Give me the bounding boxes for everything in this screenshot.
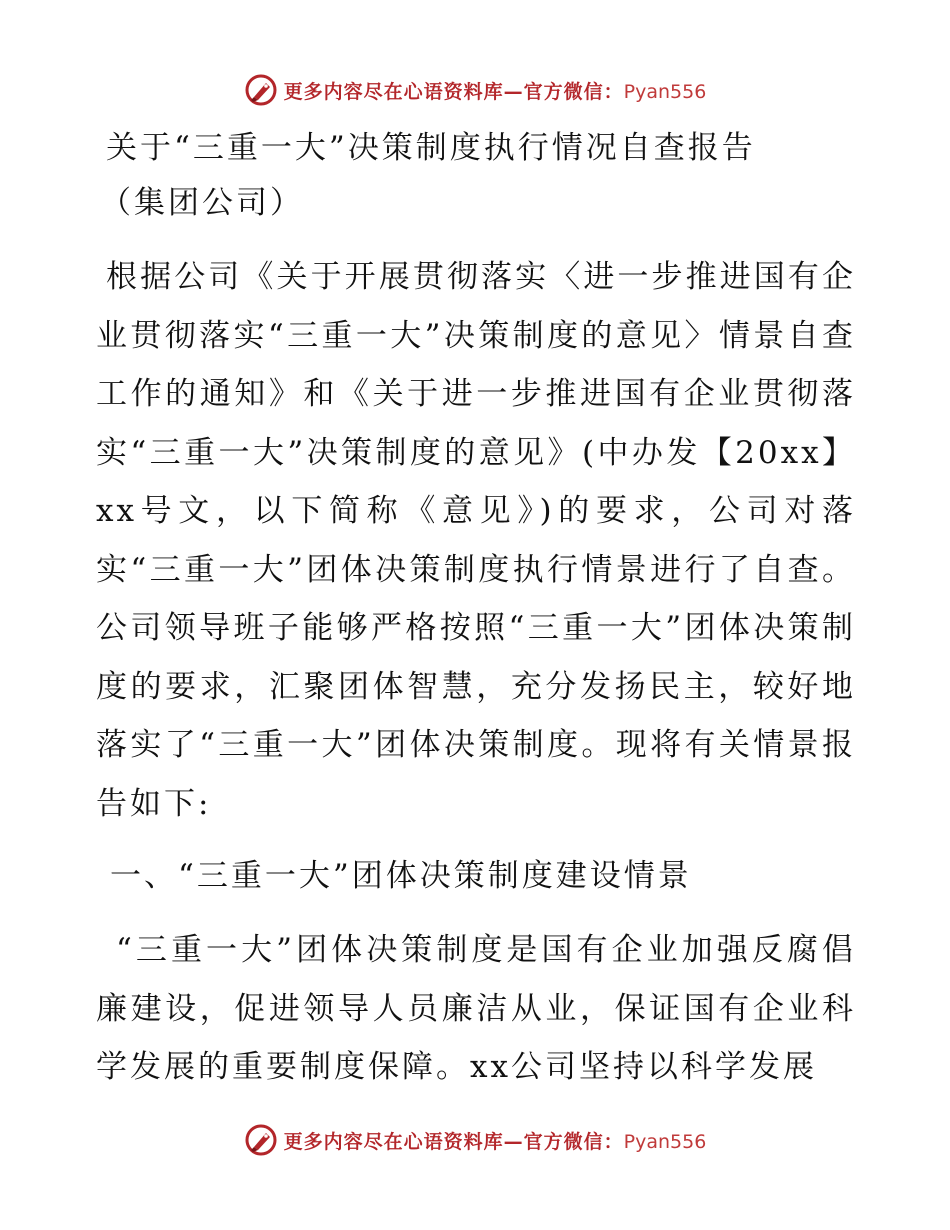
section-heading-1: 一、“三重一大”团体决策制度建设情景 — [110, 858, 692, 894]
document-title: 关于“三重一大”决策制度执行情况自查报告 — [106, 130, 756, 166]
watermark-label: 更多内容尽在心语资料库—官方微信： — [283, 1130, 624, 1153]
watermark-banner-inner — [244, 73, 707, 107]
pen-nib-logo-icon — [244, 1123, 278, 1157]
watermark-banner-top — [0, 70, 950, 110]
watermark-banner-bottom — [0, 1120, 950, 1160]
document-body — [96, 122, 856, 1097]
watermark-handle: Pyan556 — [623, 1130, 707, 1153]
paragraph-section-1: “三重一大”团体决策制度是国有企业加强反腐倡廉建设，促进领导人员廉洁从业，保证国有企业科学发展的重要制度保障。xx公司坚持以科学发展 — [96, 932, 856, 1085]
pen-nib-logo-icon — [244, 73, 278, 107]
watermark-banner-inner — [244, 1123, 707, 1157]
paragraph-intro: 根据公司《关于开展贯彻落实〈进一步推进国有企业贯彻落实“三重一大”决策制度的意见〉情景自查工作的通知》和《关于进一步推进国有企业贯彻落实“三重一大”决策制度的意见》(中办发【20xx】xx号文，以下简称《意见》)的要求，公司对落实“三重一大”团体决策制度执行情景进行了自查。公司领导班子能够严格按照“三重一大”团体决策制度的要求，汇聚团体智慧，充分发扬民主，较好地落实了“三重一大”团体决策制度。现将有关情景报告如下: — [96, 259, 856, 822]
watermark-label: 更多内容尽在心语资料库—官方微信： — [283, 80, 624, 103]
document-subtitle: （集团公司） — [100, 185, 304, 221]
watermark-text — [284, 1127, 707, 1154]
watermark-text — [284, 77, 707, 104]
watermark-handle: Pyan556 — [623, 80, 707, 103]
